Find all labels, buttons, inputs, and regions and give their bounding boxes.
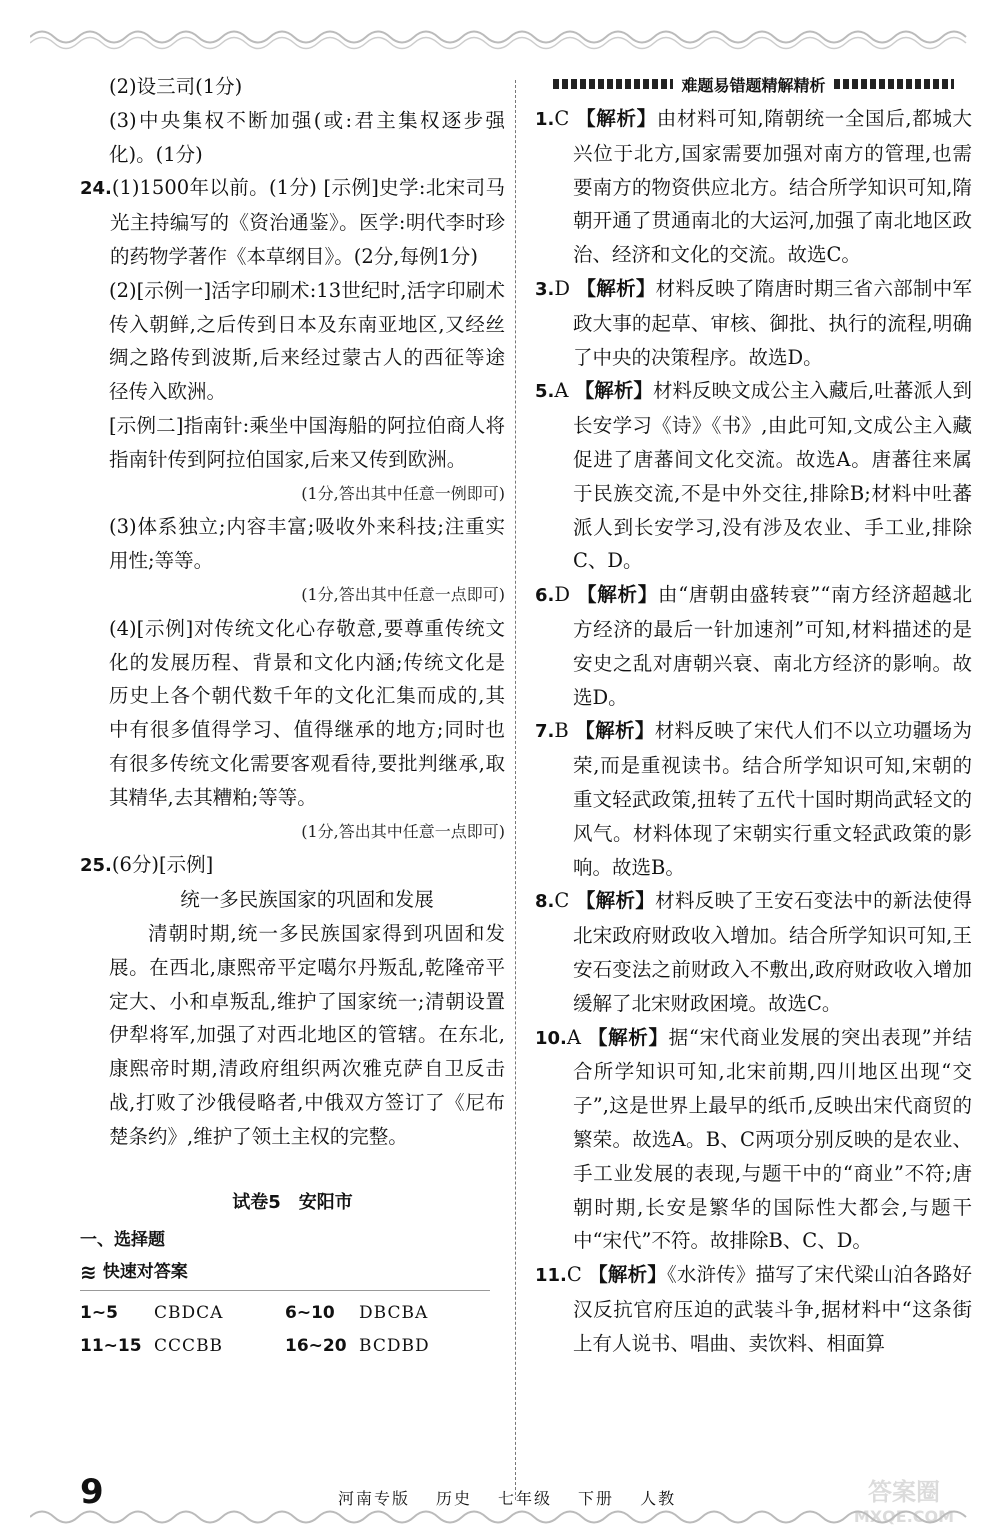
question-24-part-2b: [示例二]指南针:乘坐中国海船的阿拉伯商人将指南针传到阿拉伯国家,后来又传到欧洲。: [109, 413, 505, 471]
item-text: 《水浒传》描写了宋代梁山泊各路好汉反抗官府压迫的武装斗争,据材料中“这条街上有人说书、唱曲、卖饮料、相面算: [573, 1263, 972, 1355]
item-number: 1.: [535, 109, 555, 130]
scoring-note-3: (1分,答出其中任意一点即可): [301, 821, 505, 841]
answer-row: [80, 1297, 490, 1330]
question-24-part-2: (2)[示例一]活字印刷术:13世纪时,活字印刷术传入朝鲜,之后传到日本及东南亚地区,又经丝绸之路传到波斯,后来经过蒙古人的西征等途径传入欧洲。: [109, 278, 505, 404]
section-heading: 一、选择题: [80, 1229, 165, 1250]
answer-values: BCDBD: [359, 1335, 430, 1356]
question-24-part-3: (3)体系独立;内容丰富;吸收外来科技;注重实用性;等等。: [109, 515, 505, 573]
answer-row: [80, 1330, 490, 1363]
footer-edition: 河南专版: [338, 1489, 411, 1508]
banner-hatch-left: [553, 79, 673, 89]
analysis-tag: 【解析】: [587, 1025, 669, 1049]
top-wave-border: [30, 24, 970, 50]
footer-subject: 历史: [436, 1489, 473, 1508]
item-answer: A: [554, 379, 569, 403]
analysis-tag: 【解析】: [575, 889, 656, 913]
answer-values: DBCBA: [359, 1302, 429, 1323]
explanation-item: [535, 1258, 972, 1360]
explanation-item: [535, 374, 972, 578]
essay-body: 清朝时期,统一多民族国家得到巩固和发展。在西北,康熙帝平定噶尔丹叛乱,乾隆帝平定大、小和卓叛乱,维护了国家统一;清朝设置伊犁将军,加强了对西北地区的管辖。在东北,康熙帝时期,清政府组织两次雅克萨自卫反击战,打败了沙俄侵略者,中俄双方签订了《尼布楚条约》,维护了领土主权的完整。: [109, 921, 505, 1148]
bottom-wave-border: [30, 1504, 970, 1530]
left-column: [80, 70, 505, 1363]
footer-grade: 七年级: [498, 1489, 553, 1508]
item-answer: D: [554, 276, 571, 300]
answer-range: 11~15: [80, 1335, 142, 1356]
quick-answer-label: 快速对答案: [102, 1261, 188, 1282]
scoring-note-1: (1分,答出其中任意一例即可): [301, 483, 505, 503]
item-answer: B: [554, 719, 569, 743]
answer-range: 16~20: [285, 1335, 347, 1356]
item-number: 5.: [535, 381, 555, 403]
item-number: 6.: [535, 585, 555, 607]
answer-line-3: (3)中央集权不断加强(或:君主集权逐步强化)。(1分): [109, 108, 505, 166]
item-text: 据“宋代商业发展的突出表现”并结合所学知识可知,北宋前期,四川地区出现“交子”,这是世界上最早的纸币,反映出宋代商贸的繁荣。故选A。B、C两项分别反映的是农业、手工业发展的表现,与题干中的“商业”不符;唐朝时期,长安是繁华的国际性大都会,与题干中“宋代”不符。故排除B、C、D。: [573, 1025, 972, 1253]
item-text: 材料反映文成公主入藏后,吐蕃派人到长安学习《诗》《书》,由此可知,文成公主入藏促进了唐蕃间文化交流。故选A。唐蕃往来属于民族交流,不是中外交往,排除B;材料中吐蕃派人到长安学习,没有涉及农业、手工业,排除C、D。: [573, 379, 973, 573]
question-24-number: 24.: [80, 178, 112, 200]
item-answer: C: [566, 1263, 582, 1287]
item-number: 3.: [535, 278, 555, 300]
analysis-tag: 【解析】: [576, 583, 658, 607]
explanation-item: [535, 884, 972, 1020]
item-text: 由材料可知,隋朝统一全国后,都城大兴位于北方,国家需要加强对南方的管理,也需要南方的物资供应北方。结合所学知识可知,隋朝开通了贯通南北的大运河,加强了南北地区政治、经济和文化的交流。故选C。: [573, 107, 972, 267]
banner-title: 难题易错题精解精析: [681, 75, 826, 95]
item-text: 材料反映了宋代人们不以立功疆场为荣,而是重视读书。结合所学知识可知,宋朝的重文轻武政策,扭转了五代十国时期尚武轻文的风气。材料体现了宋朝实行重文轻武政策的影响。故选B。: [573, 719, 972, 879]
answer-range: 1~5: [80, 1302, 118, 1323]
right-column: [535, 70, 972, 1360]
item-text: 由“唐朝由盛转衰”“南方经济超越北方经济的最后一针加速剂”可知,材料描述的是安史之乱对唐朝兴衰、南北方经济的影响。故选D。: [573, 583, 972, 709]
page-number: 9: [80, 1472, 104, 1512]
explanation-item: [535, 272, 972, 374]
footer-publisher: 人教: [640, 1489, 677, 1508]
question-24-part-4: (4)[示例]对传统文化心存敬意,要尊重传统文化的发展历程、背景和文化内涵;传统文化是历史上各个朝代数千年的文化汇集而成的,其中有很多值得学习、值得继承的地方;同时也有很多传统文化需要客观看待,要批判继承,取其精华,去其糟粕;等等。: [109, 616, 505, 809]
answer-line-2: (2)设三司(1分): [109, 75, 243, 98]
paper-title: 试卷5 安阳市: [232, 1191, 353, 1213]
banner-hatch-right: [834, 79, 954, 89]
item-answer: C: [554, 889, 570, 913]
question-25-head: 25.(6分)[示例]: [80, 853, 214, 877]
footer-volume: 下册: [578, 1489, 615, 1508]
explanation-list: [535, 102, 972, 1360]
analysis-tag: 【解析】: [576, 276, 656, 300]
quick-answer-header: [80, 1256, 505, 1288]
explanation-item: [535, 102, 972, 272]
svg-text:答案圈: 答案圈: [868, 1478, 940, 1506]
explanation-item: [535, 578, 972, 714]
question-25-number: 25.: [80, 855, 112, 877]
item-number: 8.: [535, 891, 555, 913]
answer-values: CCCBB: [154, 1335, 224, 1356]
item-answer: D: [554, 583, 571, 607]
answer-grid: [80, 1290, 490, 1363]
item-number: 7.: [535, 721, 555, 743]
wave-lines-icon: ≋: [80, 1259, 97, 1284]
analysis-tag: 【解析】: [588, 1263, 667, 1287]
question-24-part-1: 24.(1)1500年以前。(1分) [示例]史学:北宋司马光主持编写的《资治通鉴》。医学:明代李时珍的药物学著作《本草纲目》。(2分,每例1分): [80, 176, 505, 268]
item-answer: C: [554, 107, 570, 130]
column-divider: [515, 80, 517, 1500]
item-number: 11.: [535, 1265, 567, 1287]
section-banner: [535, 70, 972, 98]
answer-values: CBDCA: [154, 1302, 224, 1323]
essay-title: 统一多民族国家的巩固和发展: [180, 888, 434, 912]
explanation-item: [535, 714, 972, 884]
answer-range: 6~10: [285, 1302, 335, 1323]
item-answer: A: [566, 1025, 581, 1049]
scoring-note-2: (1分,答出其中任意一点即可): [301, 584, 505, 604]
explanation-item: [535, 1021, 972, 1259]
item-text: 材料反映了王安石变法中的新法使得北宋政府财政收入增加。结合所学知识可知,王安石变法之前财政入不敷出,政府财政收入增加缓解了北宋财政困境。故选C。: [573, 889, 972, 1015]
analysis-tag: 【解析】: [576, 107, 657, 130]
item-number: 10.: [535, 1027, 567, 1049]
analysis-tag: 【解析】: [574, 379, 653, 403]
analysis-tag: 【解析】: [575, 719, 655, 743]
item-text: 材料反映了隋唐时期三省六部制中军政大事的起草、审核、御批、执行的流程,明确了中央的决策程序。故选D。: [573, 276, 972, 369]
svg-text:MXQE.COM: MXQE.COM: [853, 1507, 955, 1526]
